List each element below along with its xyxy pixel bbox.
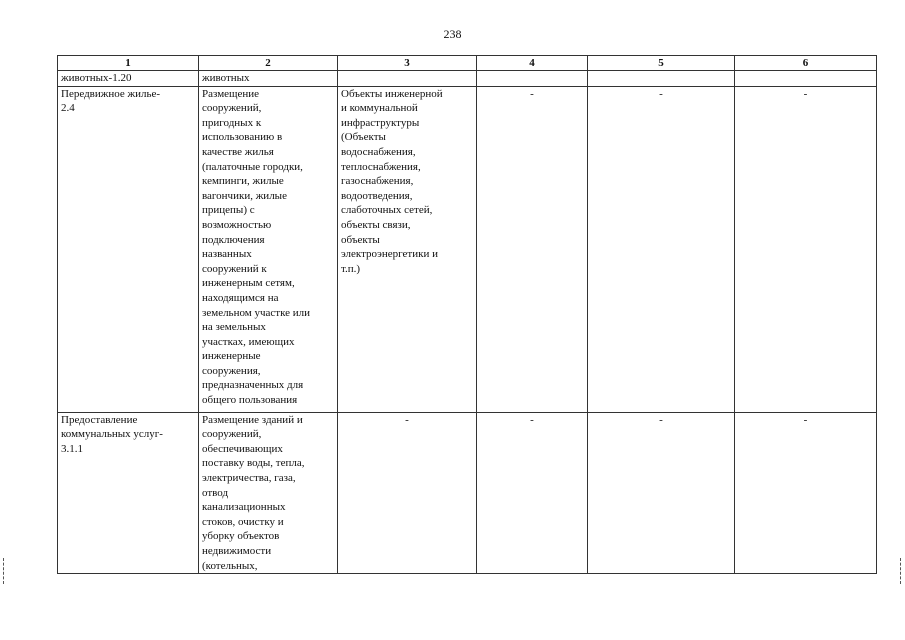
column-header: 5 — [588, 56, 735, 71]
table-cell: Размещение зданий и сооружений, обеспечивающих поставку воды, тепла, электричества, газа, отвод канализационных стоков, очистку и уборку объектов недвижимости (котельных, — [199, 412, 338, 574]
table-cell: Предоставление коммунальных услуг- 3.1.1 — [58, 412, 199, 574]
table-cell: - — [588, 86, 735, 412]
table-cell — [735, 71, 877, 87]
land-use-table — [57, 55, 877, 574]
table-row — [58, 71, 877, 87]
table-cell: животных — [199, 71, 338, 87]
table-cell — [477, 71, 588, 87]
table-cell: Размещение сооружений, пригодных к использованию в качестве жилья (палаточные городки, кемпинги, жилые вагончики, жилые прицепы) с возможностью подключения названных сооружений к инженерным сетям, находящимся на земельном участке или на земельных участках, имеющих инженерные сооружения, предназначенных для общего пользования — [199, 86, 338, 412]
column-header: 2 — [199, 56, 338, 71]
column-header: 3 — [338, 56, 477, 71]
table-cell: - — [338, 412, 477, 574]
column-header: 4 — [477, 56, 588, 71]
table-cell: Объекты инженерной и коммунальной инфраструктуры (Объекты водоснабжения, теплоснабжения, газоснабжения, водоотведения, слаботочных сетей, объекты связи, объекты электроэнергетики и т.п.) — [338, 86, 477, 412]
column-header: 6 — [735, 56, 877, 71]
table-cell: - — [477, 86, 588, 412]
table-cell — [588, 71, 735, 87]
table-cell: Передвижное жилье- 2.4 — [58, 86, 199, 412]
table-cell: - — [588, 412, 735, 574]
table-cell: животных-1.20 — [58, 71, 199, 87]
column-header: 1 — [58, 56, 199, 71]
scan-edge-mark — [3, 558, 5, 584]
table-cell: - — [735, 412, 877, 574]
scan-edge-mark — [900, 558, 902, 584]
table-cell: - — [477, 412, 588, 574]
table-row — [58, 412, 877, 574]
table-cell — [338, 71, 477, 87]
table-row — [58, 86, 877, 412]
table-header-row — [58, 56, 877, 71]
page-number: 238 — [443, 27, 462, 41]
table-cell: - — [735, 86, 877, 412]
